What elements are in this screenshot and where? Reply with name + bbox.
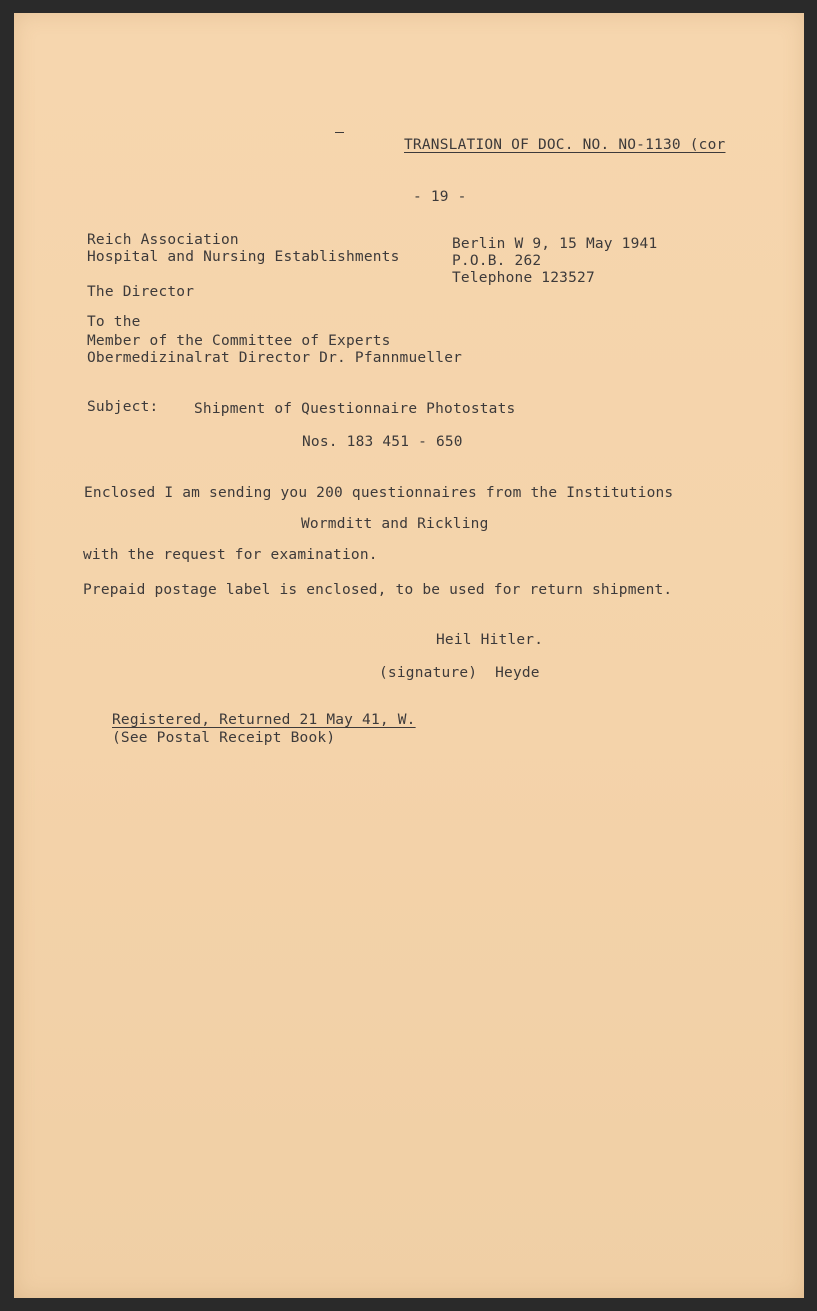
sender-organization: Reich Association — [87, 232, 239, 248]
body-line4: Prepaid postage label is enclosed, to be used for return shipment. — [83, 582, 673, 598]
place-date: Berlin W 9, 15 May 1941 — [452, 236, 658, 252]
subject-numbers: Nos. 183 451 - 650 — [302, 434, 463, 450]
postal-receipt-note: (See Postal Receipt Book) — [112, 730, 336, 746]
body-line2: Wormditt and Rickling — [301, 516, 489, 532]
document-page — [14, 13, 804, 1298]
translation-reference: TRANSLATION OF DOC. NO. NO-1130 (cor — [404, 137, 726, 153]
sender-organization-line2: Hospital and Nursing Establishments — [87, 249, 400, 265]
sender-title: The Director — [87, 284, 195, 300]
closing-salutation: Heil Hitler. — [436, 632, 544, 648]
body-line3: with the request for examination. — [83, 547, 378, 563]
recipient-line1: To the — [87, 314, 141, 330]
telephone-number: Telephone 123527 — [452, 270, 595, 286]
stray-dash-mark — [335, 132, 344, 133]
recipient-line2: Member of the Committee of Experts — [87, 333, 391, 349]
post-office-box: P.O.B. 262 — [452, 253, 542, 269]
recipient-name: Obermedizinalrat Director Dr. Pfannmueller — [87, 350, 463, 366]
registered-note: Registered, Returned 21 May 41, W. — [112, 712, 416, 728]
subject-text: Shipment of Questionnaire Photostats — [194, 401, 516, 417]
page-number: - 19 - — [413, 189, 467, 205]
body-line1: Enclosed I am sending you 200 questionnaires from the Institutions — [84, 485, 674, 501]
signature-line: (signature) Heyde — [379, 665, 540, 681]
subject-label: Subject: — [87, 399, 159, 415]
